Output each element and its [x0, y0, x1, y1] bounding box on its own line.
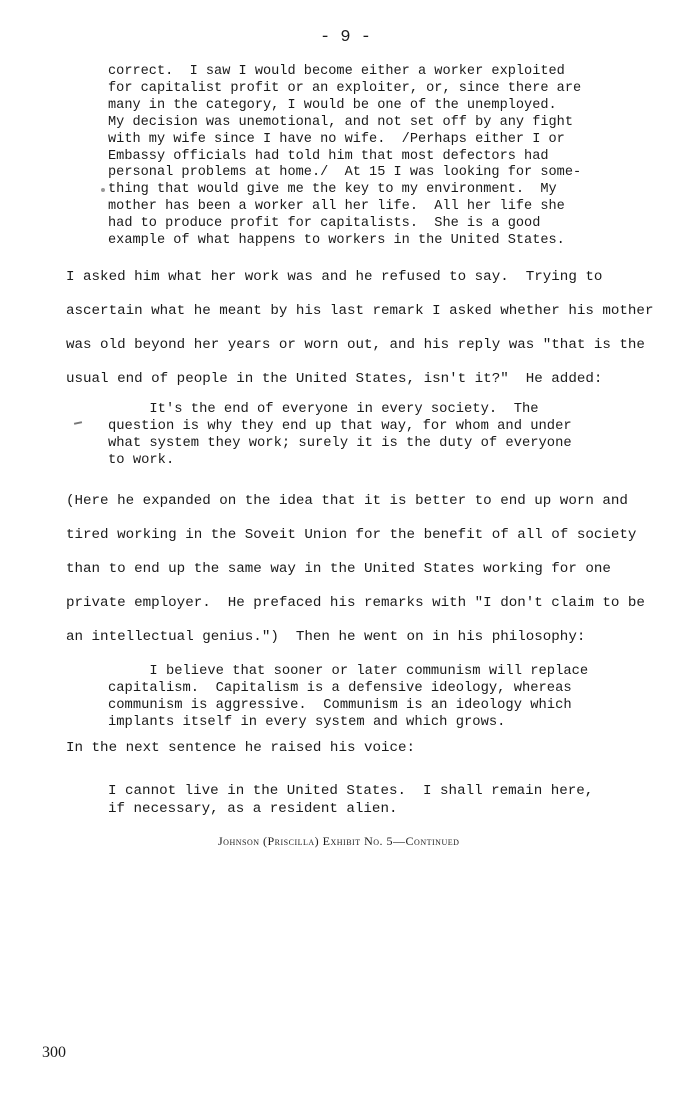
exhibit-caption: Johnson (Priscilla) Exhibit No. 5—Continued — [218, 834, 460, 848]
page-footer-number: 300 — [42, 1044, 66, 1061]
indented-quote-4: I cannot live in the United States. I shall remain here, if necessary, as a resident alien. — [108, 783, 594, 817]
margin-dot — [101, 188, 105, 192]
indented-quote-1: correct. I saw I would become either a worker exploited for capitalist profit or an exploiter, or, since there are many in the category, I would be one of the unemployed. My decision was unemotional, and not set off by any fight with my wife since I have no wife. /Perhaps either I or Embassy officials had told him that most defectors had personal problems at home./ At 15 I was looking for some- thing that would give me the key to my environment. My mother has been a worker all her life. All her life she had to produce profit for capitalists. She is a good example of what happens to workers in the United States. — [108, 64, 582, 249]
margin-mark — [74, 421, 82, 425]
body-paragraph-2: (Here he expanded on the idea that it is better to end up worn and tired working in the Soveit Union for the benefit of all of society than to end up the same way in the United States working for one private employer. He prefaced his remarks with "I don't claim to be an intellectual genius.") Then he went on in his philosophy: — [66, 493, 645, 645]
body-paragraph-1: I asked him what her work was and he refused to say. Trying to ascertain what he meant by his last remark I asked whether his mother was old beyond her years or worn out, and his reply was "that is the usual end of people in the United States, isn't it?" He added: — [66, 269, 654, 387]
body-paragraph-3: In the next sentence he raised his voice: — [66, 740, 416, 756]
page-header-number: - 9 - — [319, 28, 371, 47]
indented-quote-3: I believe that sooner or later communism will replace capitalism. Capitalism is a defensive ideology, whereas communism is aggressive. Communism is an ideology which implants itself in every system and which grows. — [108, 664, 589, 730]
indented-quote-2: It's the end of everyone in every society. The question is why they end up that way, for whom and under what system they work; surely it is the duty of everyone to work. — [108, 402, 572, 468]
